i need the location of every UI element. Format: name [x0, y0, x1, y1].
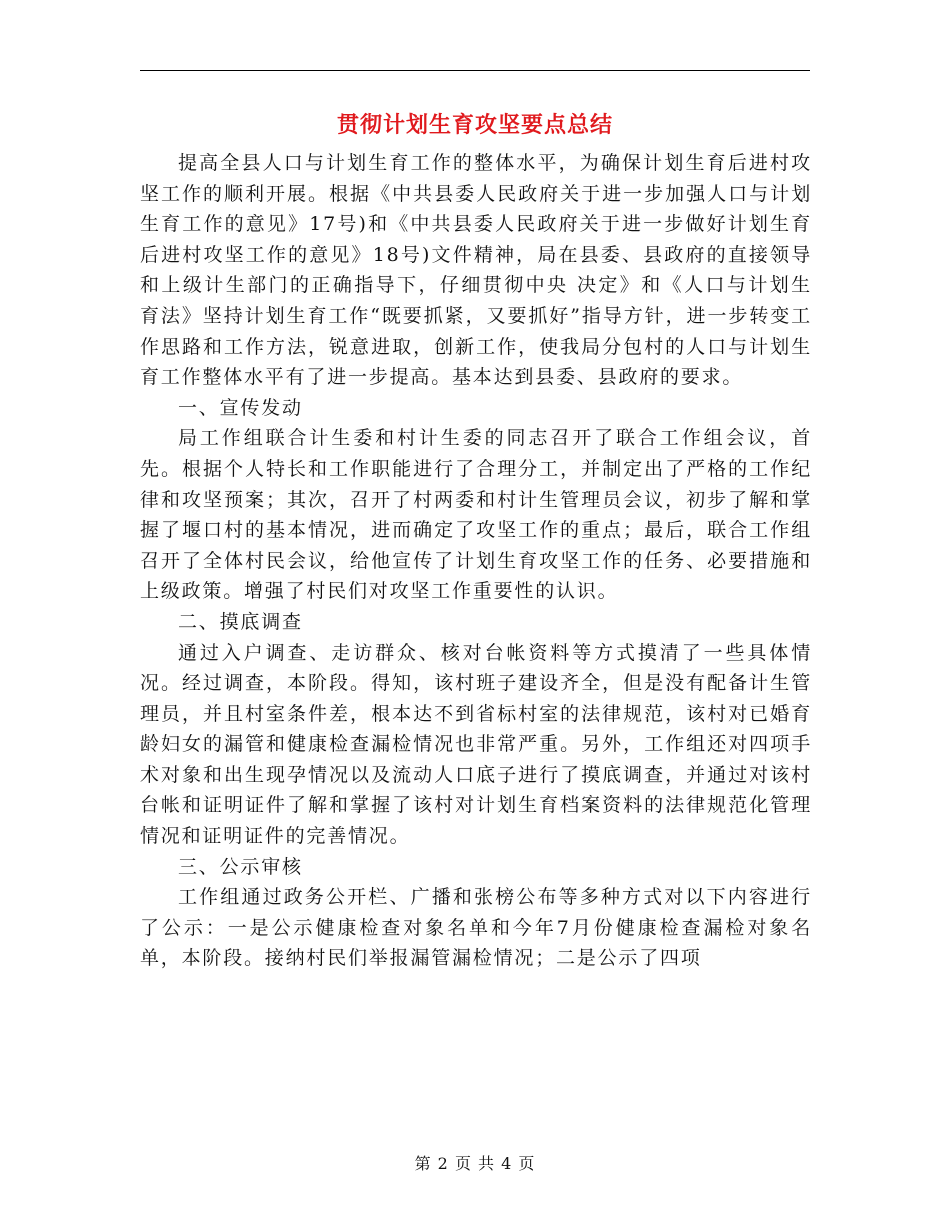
section-heading-3: 三、公示审核 [178, 855, 303, 878]
section-heading-2: 二、摸底调查 [178, 610, 303, 633]
section-heading-1: 一、宣传发动 [178, 396, 303, 419]
paragraph-intro: 提高全县人口与计划生育工作的整体水平，为确保计划生育后进村攻坚工作的顺利开展。根据《中共县委人民政府关于进一步加强人口与计划生育工作的意见》17号)和《中共县委人民政府关于进一步做好计划生育后进村攻坚工作的意见》18号)文件精神，局在县委、县政府的直接领导和上级计生部门的正确指导下，仔细贯彻中央 决定》和《人口与计划生育法》坚持计划生育工作“既要抓紧，又要抓好”指导方针，进一步转变工作思路和工作方法，锐意进取，创新工作，使我局分包村的人口与计划生育工作整体水平有了进一步提高。基本达到县委、县政府的要求。 [140, 152, 812, 389]
paragraph-section-2: 通过入户调查、走访群众、核对台帐资料等方式摸清了一些具体情况。经过调查，本阶段。得知，该村班子建设齐全，但是没有配备计生管理员，并且村室条件差，根本达不到省标村室的法律规范，该村对已婚育龄妇女的漏管和健康检查漏检情况也非常严重。另外，工作组还对四项手术对象和出生现孕情况以及流动人口底子进行了摸底调查，并通过对该村台帐和证明证件了解和掌握了该村对计划生育档案资料的法律规范化管理情况和证明证件的完善情况。 [140, 641, 812, 848]
document-title: 贯彻计划生育攻坚要点总结 [336, 112, 613, 138]
header-rule [140, 70, 810, 71]
paragraph-section-3: 工作组通过政务公开栏、广播和张榜公布等多种方式对以下内容进行了公示：一是公示健康检查对象名单和今年7月份健康检查漏检对象名单，本阶段。接纳村民们举报漏管漏检情况；二是公示了四项 [140, 886, 812, 970]
paragraph-section-1: 局工作组联合计生委和村计生委的同志召开了联合工作组会议，首先。根据个人特长和工作职能进行了合理分工，并制定出了严格的工作纪律和攻坚预案；其次，召开了村两委和村计生管理员会议，初步了解和掌握了堰口村的基本情况，进而确定了攻坚工作的重点；最后，联合工作组召开了全体村民会议，给他宣传了计划生育攻坚工作的任务、必要措施和上级政策。增强了村民们对攻坚工作重要性的认识。 [140, 427, 812, 603]
page-number: 第 2 页 共 4 页 [414, 1154, 536, 1173]
document-body [140, 148, 812, 974]
